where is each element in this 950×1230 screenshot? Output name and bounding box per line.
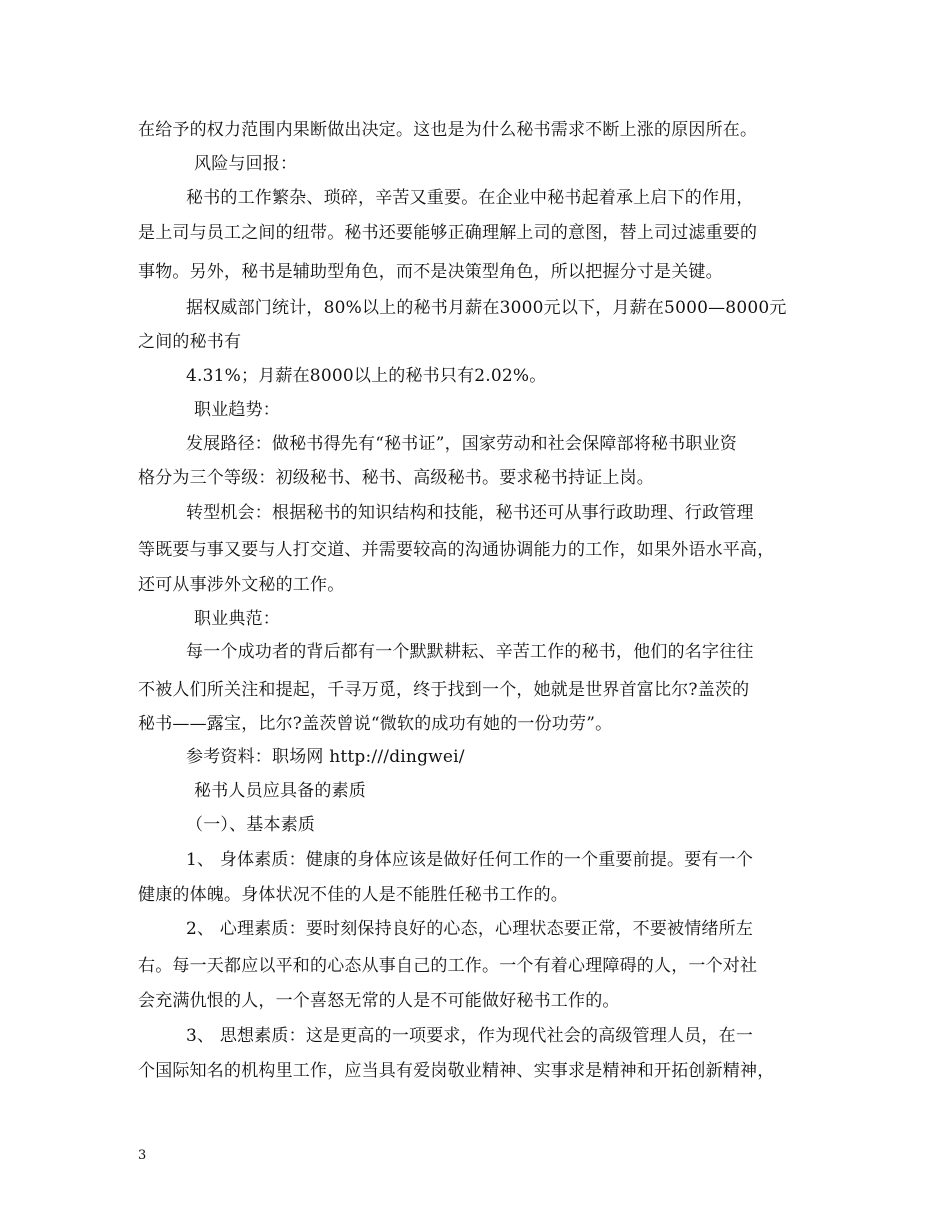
text-line: 不被人们所关注和提起，千寻万觅，终于找到一个，她就是世界首富比尔?盖茨的 [138, 680, 750, 700]
text-line: 是上司与员工之间的纽带。秘书还要能够正确理解上司的意图，替上司过滤重要的 [138, 223, 758, 243]
text-line: 等既要与事又要与人打交道、并需要较高的沟通协调能力的工作，如果外语水平高， [138, 540, 775, 560]
text-line: 格分为三个等级：初级秘书、秘书、高级秘书。要求秘书持证上岗。 [138, 468, 654, 488]
text-line: 还可从事涉外文秘的工作。 [138, 575, 345, 595]
text-line: 据权威部门统计，80%以上的秘书月薪在3000元以下，月薪在5000—8000元 [186, 298, 787, 318]
text-line: 之间的秘书有 [138, 332, 242, 352]
section-heading: 秘书人员应具备的素质 [194, 781, 366, 801]
text-line: 秘书——露宝，比尔?盖茨曾说“微软的成功有她的一份功劳”。 [138, 714, 613, 734]
text-line: 健康的体魄。身体状况不佳的人是不能胜任秘书工作的。 [138, 885, 568, 905]
section-heading: 职业趋势： [194, 400, 280, 420]
section-heading: 职业典范： [194, 609, 280, 629]
text-line: 在给予的权力范围内果断做出决定。这也是为什么秘书需求不断上涨的原因所在。 [138, 120, 758, 140]
text-line: 事物。另外，秘书是辅助型角色，而不是决策型角色，所以把握分寸是关键。 [138, 262, 723, 282]
text-line: 参考资料：职场网 http:///dingwei/ [186, 747, 465, 767]
text-line: 3、 思想素质：这是更高的一项要求，作为现代社会的高级管理人员，在一 [186, 1026, 754, 1046]
page-number: 3 [138, 1148, 147, 1163]
text-line: 秘书的工作繁杂、琐碎，辛苦又重要。在企业中秘书起着承上启下的作用， [186, 188, 754, 208]
section-heading: （一）、基本素质 [186, 815, 316, 835]
text-line: 2、 心理素质：要时刻保持良好的心态，心理状态要正常，不要被情绪所左 [186, 919, 754, 939]
text-line: 转型机会：根据秘书的知识结构和技能，秘书还可从事行政助理、行政管理 [186, 503, 754, 523]
text-line: 个国际知名的机构里工作，应当具有爱岗敬业精神、实事求是精神和开拓创新精神， [138, 1061, 775, 1081]
text-line: 每一个成功者的背后都有一个默默耕耘、辛苦工作的秘书，他们的名字往往 [186, 642, 754, 662]
text-line: 右。每一天都应以平和的心态从事自己的工作。一个有着心理障碍的人，一个对社 [138, 956, 758, 976]
text-line: 发展路径：做秘书得先有“秘书证”，国家劳动和社会保障部将秘书职业资 [186, 434, 737, 454]
text-line: 1、 身体素质：健康的身体应该是做好任何工作的一个重要前提。要有一个 [186, 850, 754, 870]
text-line: 4.31%；月薪在8000以上的秘书只有2.02%。 [186, 366, 547, 386]
text-line: 会充满仇恨的人，一个喜怒无常的人是不可能做好秘书工作的。 [138, 991, 620, 1011]
section-heading: 风险与回报： [194, 154, 298, 174]
